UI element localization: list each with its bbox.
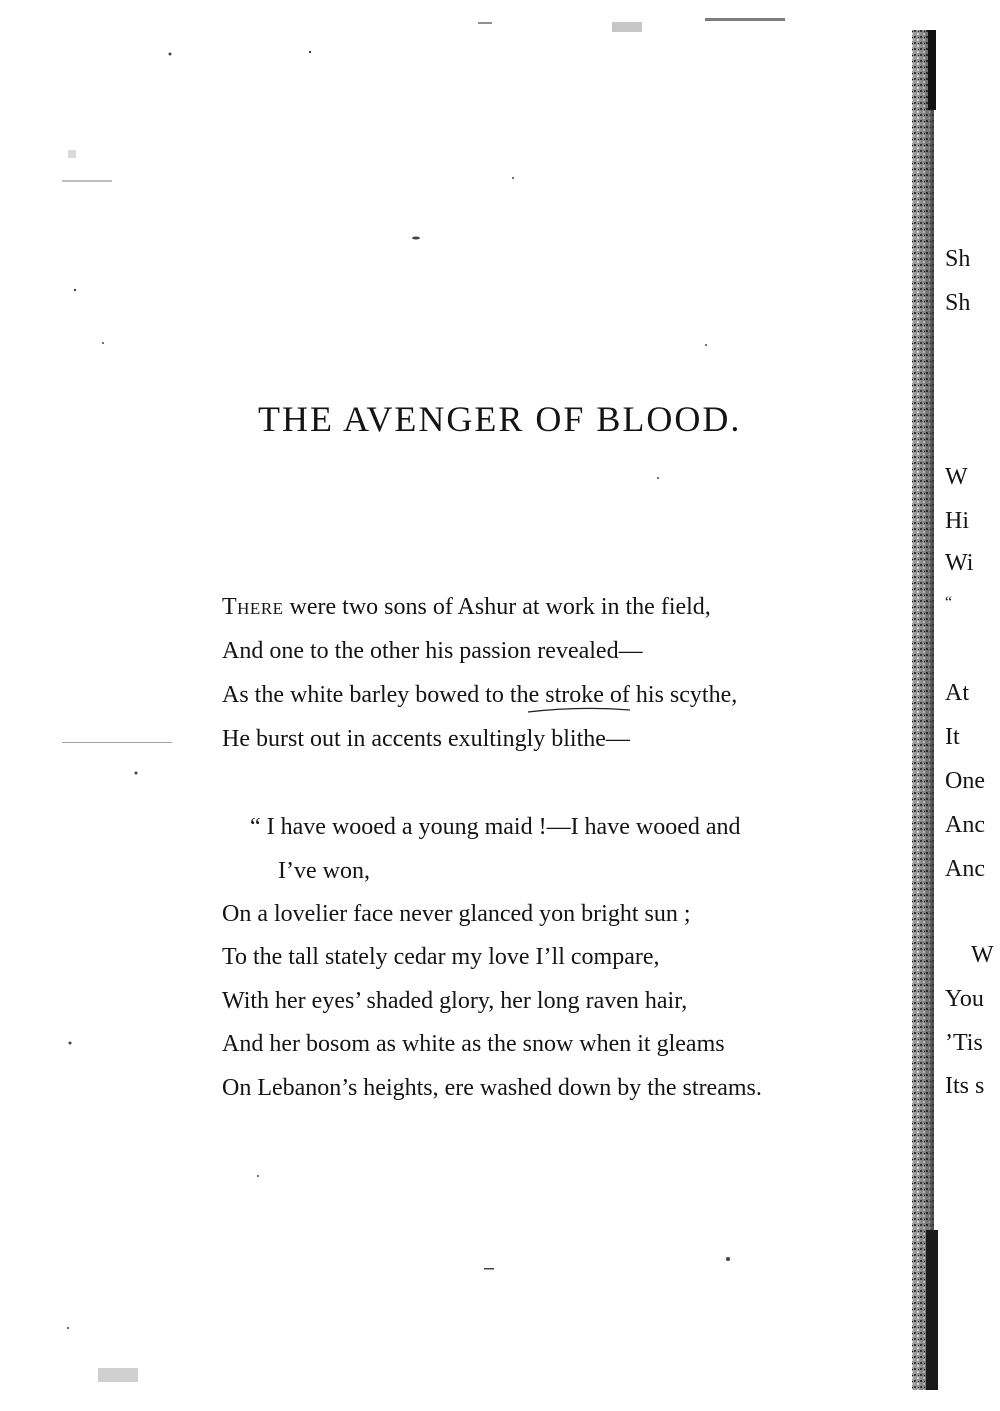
facing-page-fragment [943,0,1000,1411]
line-text: were two sons of Ashur at work in the field, [283,594,711,620]
fragment-line: Anc [945,812,985,838]
small-caps-word: There [222,594,284,620]
fragment-line: ’Tis [945,1030,983,1056]
fragment-line: It [945,724,960,750]
poem-title: THE AVENGER OF BLOOD. [258,399,742,439]
fragment-line: At [945,680,969,706]
fragment-line: One [945,768,985,794]
poem-line: To the tall stately cedar my love I’ll compare, [222,944,660,970]
poem-line: I’ve won, [278,858,370,884]
poem-line: And her bosom as white as the snow when it gleams [222,1031,725,1057]
poem-line: He burst out in accents exultingly blithe— [222,726,630,752]
fragment-line: Its s [945,1073,985,1099]
fragment-line: W [971,942,994,968]
poem-line: With her eyes’ shaded glory, her long raven hair, [222,988,688,1014]
fragment-line: W [945,464,968,490]
book-binding-edge [902,30,940,1390]
poem-line [222,592,711,622]
fragment-line: Anc [945,856,985,882]
poem-line: And one to the other his passion revealed— [222,638,643,664]
fragment-line: Sh [945,290,971,316]
fragment-line: Hi [945,508,969,534]
fragment-line: “ [945,594,953,611]
fragment-line: Sh [945,246,971,272]
poem-line: As the white barley bowed to the stroke of his scythe, [222,682,738,708]
poem-line: “ I have wooed a young maid !—I have wooed and [250,814,741,840]
poem-line: On a lovelier face never glanced yon bright sun ; [222,901,691,927]
fragment-line: You [945,986,984,1012]
fragment-line: Wi [945,550,974,576]
poem-line: On Lebanon’s heights, ere washed down by the streams. [222,1075,762,1101]
